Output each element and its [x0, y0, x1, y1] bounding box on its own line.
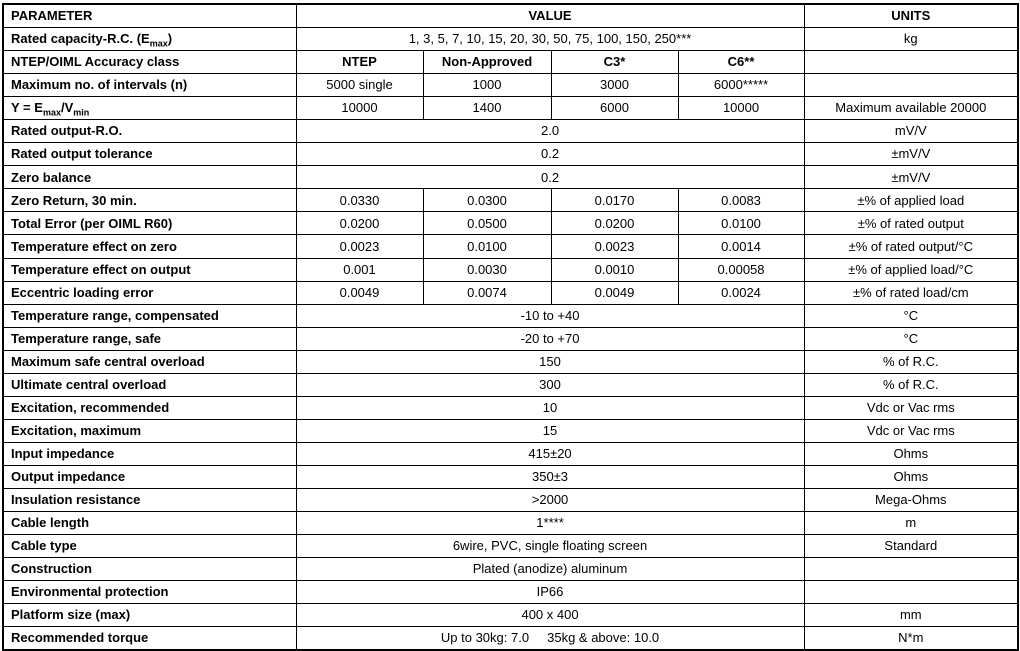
units-cell: mV/V	[804, 120, 1018, 143]
units-cell: Vdc or Vac rms	[804, 396, 1018, 419]
value-cell: 0.0023	[551, 235, 678, 258]
units-cell: % of R.C.	[804, 373, 1018, 396]
table-row	[3, 558, 1018, 581]
value-cell: 0.0170	[551, 189, 678, 212]
value-cell: 1000	[423, 74, 551, 97]
units-cell	[804, 581, 1018, 604]
units-cell: Vdc or Vac rms	[804, 419, 1018, 442]
value-cell: 0.0049	[296, 281, 423, 304]
value-cell-span: 1****	[296, 512, 804, 535]
value-cell: 0.0023	[296, 235, 423, 258]
table-row	[3, 189, 1018, 212]
param-cell: Excitation, maximum	[3, 419, 296, 442]
value-cell: 5000 single	[296, 74, 423, 97]
param-cell: Ultimate central overload	[3, 373, 296, 396]
value-cell: 10000	[296, 97, 423, 120]
units-cell: ±% of applied load	[804, 189, 1018, 212]
value-cell-span: 350±3	[296, 465, 804, 488]
units-cell: °C	[804, 327, 1018, 350]
param-cell: Rated output-R.O.	[3, 120, 296, 143]
value-cell: 0.00058	[678, 258, 804, 281]
value-cell: 0.0083	[678, 189, 804, 212]
value-cell-span: 300	[296, 373, 804, 396]
value-cell-span: 150	[296, 350, 804, 373]
units-cell: ±% of rated output/°C	[804, 235, 1018, 258]
table-row	[3, 74, 1018, 97]
param-cell: Zero balance	[3, 166, 296, 189]
table-row	[3, 627, 1018, 651]
column-header-parameter: PARAMETER	[3, 4, 296, 28]
value-cell-span: Up to 30kg: 7.0 35kg & above: 10.0	[296, 627, 804, 651]
table-row	[3, 166, 1018, 189]
value-cell: 0.0300	[423, 189, 551, 212]
value-cell-span: IP66	[296, 581, 804, 604]
param-cell: Eccentric loading error	[3, 281, 296, 304]
value-cell: 3000	[551, 74, 678, 97]
units-cell: mm	[804, 604, 1018, 627]
header-row	[3, 4, 1018, 28]
param-cell: Temperature effect on output	[3, 258, 296, 281]
value-cell: 0.0500	[423, 212, 551, 235]
value-cell-span: >2000	[296, 488, 804, 511]
table-row	[3, 419, 1018, 442]
value-cell: 6000*****	[678, 74, 804, 97]
table-row	[3, 120, 1018, 143]
value-cell: Non-Approved	[423, 51, 551, 74]
value-cell: 0.0100	[678, 212, 804, 235]
value-cell: 0.0200	[551, 212, 678, 235]
table-row	[3, 465, 1018, 488]
table-row	[3, 396, 1018, 419]
table-row	[3, 281, 1018, 304]
value-cell-span: 10	[296, 396, 804, 419]
value-cell: 0.0030	[423, 258, 551, 281]
table-row	[3, 143, 1018, 166]
units-cell: ±% of rated output	[804, 212, 1018, 235]
units-cell: °C	[804, 304, 1018, 327]
value-cell-span: 6wire, PVC, single floating screen	[296, 535, 804, 558]
param-cell: NTEP/OIML Accuracy class	[3, 51, 296, 74]
table-row	[3, 97, 1018, 120]
value-cell: 0.0024	[678, 281, 804, 304]
value-cell: 1400	[423, 97, 551, 120]
units-cell: Ohms	[804, 442, 1018, 465]
value-cell-span: 2.0	[296, 120, 804, 143]
table-row	[3, 581, 1018, 604]
table-row	[3, 488, 1018, 511]
table-row	[3, 535, 1018, 558]
table-row	[3, 235, 1018, 258]
param-cell: Excitation, recommended	[3, 396, 296, 419]
table-row	[3, 51, 1018, 74]
value-cell-span: 15	[296, 419, 804, 442]
units-cell: kg	[804, 28, 1018, 51]
param-cell: Zero Return, 30 min.	[3, 189, 296, 212]
units-cell: m	[804, 512, 1018, 535]
param-cell: Platform size (max)	[3, 604, 296, 627]
units-cell: % of R.C.	[804, 350, 1018, 373]
table-row	[3, 604, 1018, 627]
units-cell: ±% of applied load/°C	[804, 258, 1018, 281]
units-cell	[804, 51, 1018, 74]
units-cell: ±mV/V	[804, 166, 1018, 189]
param-cell: Environmental protection	[3, 581, 296, 604]
value-cell-span: Plated (anodize) aluminum	[296, 558, 804, 581]
table-row	[3, 442, 1018, 465]
value-cell: 0.001	[296, 258, 423, 281]
value-cell-span: -10 to +40	[296, 304, 804, 327]
value-cell: 0.0049	[551, 281, 678, 304]
value-cell: 0.0010	[551, 258, 678, 281]
spec-table-rows	[3, 28, 1018, 651]
param-cell: Temperature range, compensated	[3, 304, 296, 327]
units-cell: Mega-Ohms	[804, 488, 1018, 511]
param-cell: Maximum no. of intervals (n)	[3, 74, 296, 97]
table-row	[3, 327, 1018, 350]
value-cell: 0.0074	[423, 281, 551, 304]
value-cell-span: -20 to +70	[296, 327, 804, 350]
param-cell: Output impedance	[3, 465, 296, 488]
table-row	[3, 512, 1018, 535]
value-cell: 6000	[551, 97, 678, 120]
param-cell: Total Error (per OIML R60)	[3, 212, 296, 235]
units-cell	[804, 74, 1018, 97]
units-cell: N*m	[804, 627, 1018, 651]
param-cell: $Y = E_{max}/V_{min}$	[3, 97, 296, 120]
value-cell: 0.0200	[296, 212, 423, 235]
value-cell-span: 0.2	[296, 166, 804, 189]
units-cell: ±mV/V	[804, 143, 1018, 166]
value-cell: 0.0330	[296, 189, 423, 212]
units-cell: Maximum available 20000	[804, 97, 1018, 120]
table-row	[3, 373, 1018, 396]
value-cell-span: 400 x 400	[296, 604, 804, 627]
param-cell: Temperature effect on zero	[3, 235, 296, 258]
param-cell: Rated output tolerance	[3, 143, 296, 166]
param-cell: Maximum safe central overload	[3, 350, 296, 373]
param-cell: Construction	[3, 558, 296, 581]
param-cell: Insulation resistance	[3, 488, 296, 511]
value-cell: NTEP	[296, 51, 423, 74]
value-cell: C3*	[551, 51, 678, 74]
param-cell: Cable length	[3, 512, 296, 535]
param-cell: Temperature range, safe	[3, 327, 296, 350]
param-cell: Cable type	[3, 535, 296, 558]
table-row	[3, 212, 1018, 235]
value-cell: C6**	[678, 51, 804, 74]
table-row	[3, 304, 1018, 327]
param-cell: Rated capacity-R.C. $(E_{max})$	[3, 28, 296, 51]
units-cell: ±% of rated load/cm	[804, 281, 1018, 304]
table-row	[3, 258, 1018, 281]
column-header-units: UNITS	[804, 4, 1018, 28]
units-cell	[804, 558, 1018, 581]
value-cell-span: 1, 3, 5, 7, 10, 15, 20, 30, 50, 75, 100, 150, 250***	[296, 28, 804, 51]
table-row	[3, 350, 1018, 373]
column-header-value: VALUE	[296, 4, 804, 28]
spec-table	[2, 3, 1019, 651]
param-cell: Input impedance	[3, 442, 296, 465]
value-cell: 0.0014	[678, 235, 804, 258]
units-cell: Standard	[804, 535, 1018, 558]
value-cell: 10000	[678, 97, 804, 120]
value-cell-span: 0.2	[296, 143, 804, 166]
value-cell: 0.0100	[423, 235, 551, 258]
value-cell-span: 415±20	[296, 442, 804, 465]
units-cell: Ohms	[804, 465, 1018, 488]
table-row	[3, 28, 1018, 51]
param-cell: Recommended torque	[3, 627, 296, 651]
